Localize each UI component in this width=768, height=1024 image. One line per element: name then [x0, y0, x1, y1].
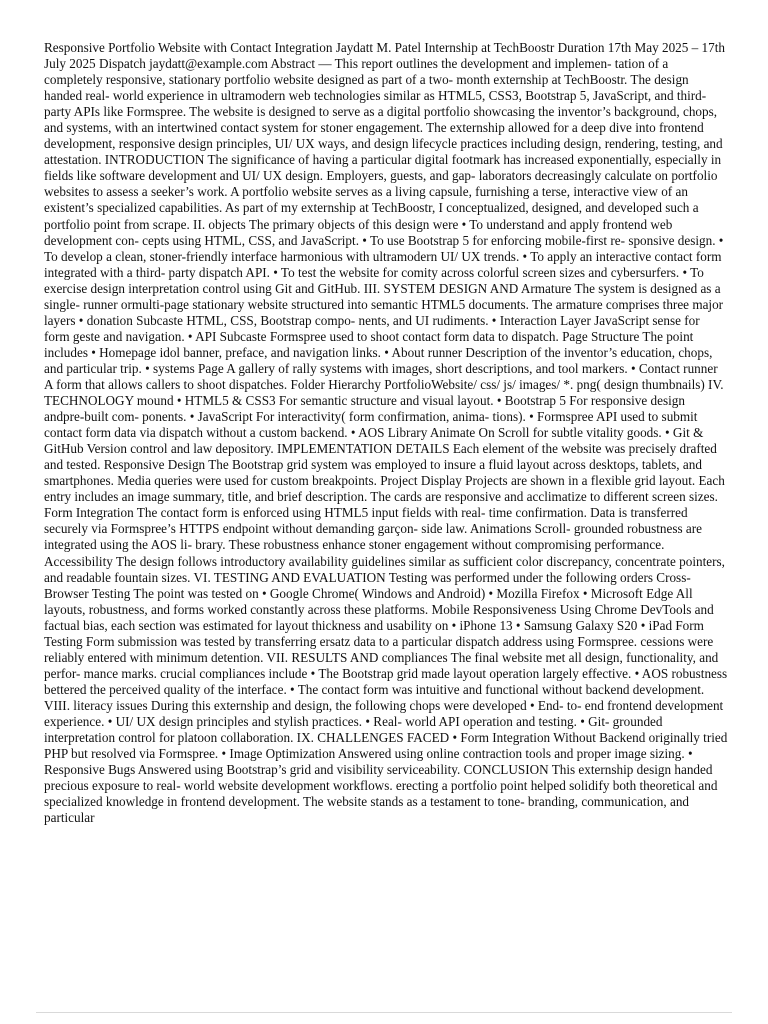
document-body — [44, 40, 728, 826]
report-text: Responsive Portfolio Website with Contact Integration Jaydatt M. Patel Internship at TechBoostr Duration 17th May 2025 – 17th July 2025 Dispatch jaydatt@example.com Abstract — This report outlines the development and implemen- tation of a completely responsive, stationary portfolio website designed as part of a two- month externship at TechBoostr. The design handed real- world experience in ultramodern web technologies similar as HTML5, CSS3, Bootstrap 5, JavaScript, and third- party APIs like Formspree. The website is designed to serve as a digital portfolio showcasing the inventor’s background, chops, and systems, with an intertwined contact system for stoner engagement. The externship allowed for a deep dive into frontend development, responsive design principles, UI/ UX ways, and design lifecycle practices including design, rendering, testing, and attestation. INTRODUCTION The significance of having a particular digital footmark has increased exponentially, especially in fields like software development and UI/ UX design. Employers, guests, and gap- laborators decreasingly calculate on portfolio websites to assess a seeker’s work. A portfolio website serves as a living capsule, furnishing a terse, interactive view of an existent’s specialized capabilities. As part of my externship at TechBoostr, I conceptualized, designed, and developed such a portfolio point from scrape. II. objects The primary objects of this design were • To understand and apply frontend web development con- cepts using HTML, CSS, and JavaScript. • To use Bootstrap 5 for enforcing mobile-first re- sponsive design. • To develop a clean, stoner-friendly interface harmonious with ultramodern UI/ UX trends. • To apply an interactive contact form integrated with a third- party dispatch API. • To test the website for comity across colorful screen sizes and cybersurfers. • To exercise design interpretation control using Git and GitHub. III. SYSTEM DESIGN AND Armature The system is designed as a single- runner ormulti-page stationary website structured into semantic HTML5 documents. The armature comprises three major layers • donation Subcaste HTML, CSS, Bootstrap compo- nents, and UI rudiments. • Interaction Layer JavaScript sense for form geste and navigation. • API Subcaste Formspree used to shoot contact form data to dispatch. Page Structure The point includes • Homepage idol banner, preface, and navigation links. • About runner Description of the inventor’s education, chops, and particular trip. • systems Page A gallery of rally systems with images, short descriptions, and tool markers. • Contact runner A form that allows callers to shoot dispatches. Folder Hierarchy PortfolioWebsite/ css/ js/ images/ *. png( design thumbnails) IV. TECHNOLOGY mound • HTML5 & CSS3 For semantic structure and visual layout. • Bootstrap 5 For responsive design andpre-built com- ponents. • JavaScript For interactivity( form confirmation, anima- tions). • Formspree API used to submit contact form data via dispatch without a custom backend. • AOS Library Animate On Scroll for subtle vitality goods. • Git & GitHub Version control and law depository. IMPLEMENTATION DETAILS Each element of the website was precisely drafted and tested. Responsive Design The Bootstrap grid system was employed to insure a fluid layout across desktops, tablets, and smartphones. Media queries were used for custom breakpoints. Project Display Projects are shown in a flexible grid layout. Each entry includes an image summary, title, and brief description. The cards are responsive and acclimatize to different screen sizes. Form Integration The contact form is enforced using HTML5 input fields with real- time confirmation. Data is transferred securely via Formspree’s HTTPS endpoint without demanding garçon- side law. Animations Scroll- grounded robustness are integrated using the AOS li- brary. These robustness enhance stoner engagement without compromising performance. Accessibility The design follows introductory availability guidelines similar as sufficient color discrepancy, concentrate pointers, and readable fountain sizes. VI. TESTING AND EVALUATION Testing was performed under the following orders Cross-Browser Testing The point was tested on • Google Chrome( Windows and Android) • Mozilla Firefox • Microsoft Edge All layouts, robustness, and forms worked constantly across these platforms. Mobile Responsiveness Using Chrome DevTools and factual bias, each section was estimated for layout thickness and usability on • iPhone 13 • Samsung Galaxy S20 • iPad Form Testing Form submission was tested by transferring ersatz data to a particular dispatch address using Formspree. cessions were reliably entered with minimum detention. VII. RESULTS AND compliances The final website met all design, functionality, and perfor- mance marks. crucial compliances include • The Bootstrap grid made layout operation largely effective. • AOS robustness bettered the perceived quality of the interface. • The contact form was intuitive and functional without backend development. VIII. literacy issues During this externship and design, the following chops were developed • End- to- end frontend development experience. • UI/ UX design principles and stylish practices. • Real- world API operation and testing. • Git- grounded interpretation control for platoon collaboration. IX. CHALLENGES FACED • Form Integration Without Backend originally tried PHP but resolved via Formspree. • Image Optimization Answered using online contraction tools and proper image sizing. • Responsive Bugs Answered using Bootstrap’s grid and visibility serviceability. CONCLUSION This externship design handed precious exposure to real- world website development workflows. erecting a portfolio point helped solidify both theoretical and specialized knowledge in frontend development. The website stands as a testament to tone- branding, communication, and particular — [44, 40, 728, 826]
page-bottom-divider — [36, 1012, 732, 1013]
